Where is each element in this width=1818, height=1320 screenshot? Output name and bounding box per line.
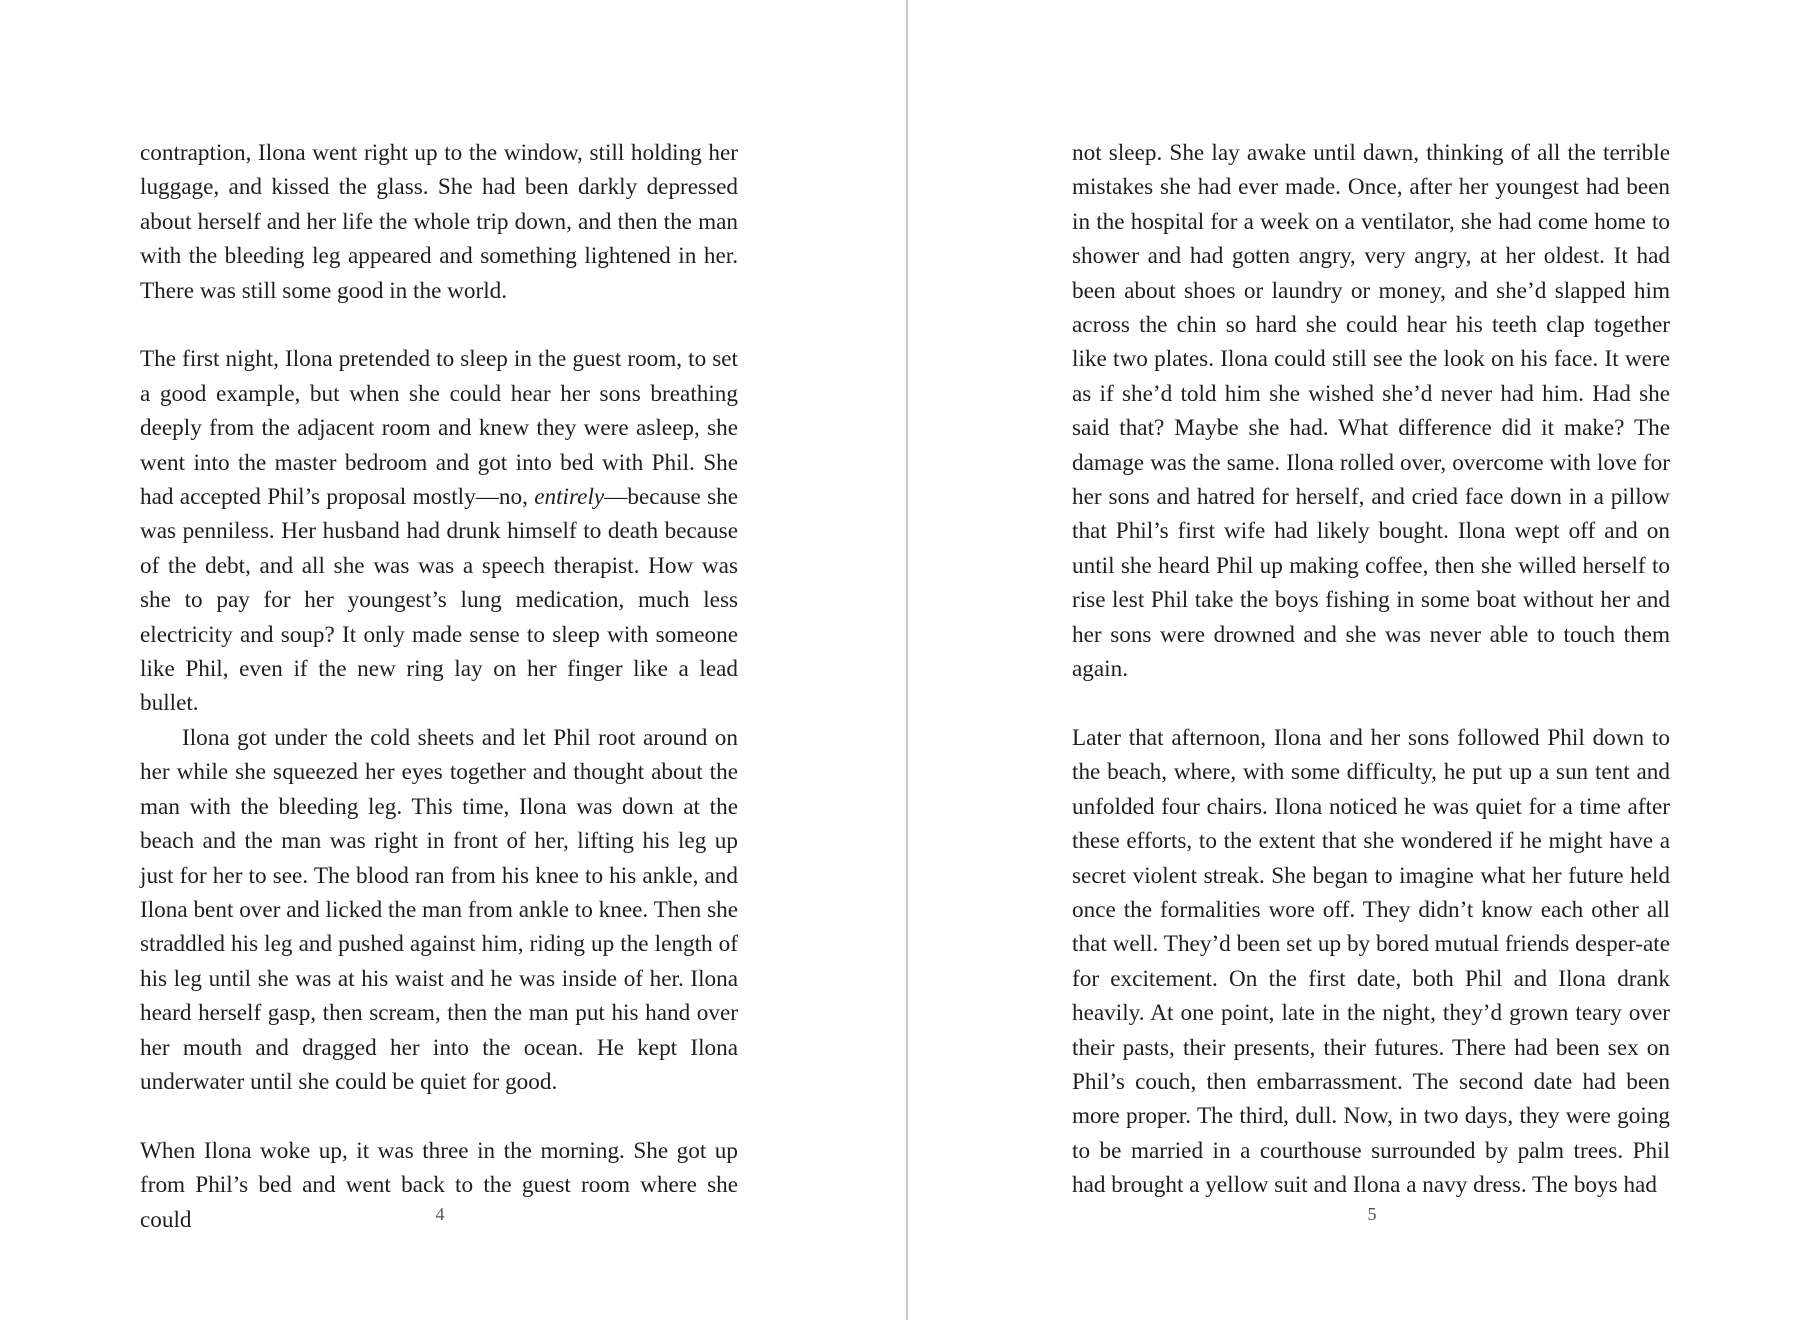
left-page-text (140, 136, 738, 1237)
paragraph-text: —because she was penniless. Her husband had drunk himself to death because of the debt, and all she was was a speech therapist. How was she to pay for her youngest’s lung medication, much less electricity and soup? It only made sense to sleep with someone like Phil, even if the new ring lay on her finger like a lead bullet. (140, 484, 738, 717)
paragraph: When Ilona woke up, it was three in the morning. She got up from Phil’s bed and went back to the guest room where she could (140, 1137, 738, 1233)
paragraph: Ilona got under the cold sheets and let Phil root around on her while she squeezed her eyes together and thought about the man with the bleeding leg. This time, Ilona was down at the beach and the man was right in front of her, lifting his leg up just for her to see. The blood ran from his knee to his ankle, and Ilona bent over and licked the man from ankle to knee. Then she straddled his leg and pushed against him, riding up the length of his leg until she was at his waist and he was inside of her. Ilona heard herself gasp, then scream, then the man put his hand over her mouth and dragged her into the ocean. He kept Ilona underwater until she could be quiet for good. (140, 724, 738, 1095)
paragraph: contraption, Ilona went right up to the window, still holding her luggage, and kissed the glass. She had been darkly depressed about herself and her life the whole trip down, and then the man with the bleeding leg appeared and something lightened in her. There was still some good in the world. (140, 140, 738, 304)
page-number: 5 (1367, 1204, 1377, 1224)
right-page (910, 0, 1818, 1320)
page-gutter-divider (906, 0, 908, 1320)
paragraph: Later that afternoon, Ilona and her sons followed Phil down to the beach, where, with some difficulty, he put up a sun tent and unfolded four chairs. Ilona noticed he was quiet for a time after these efforts, to the extent that she wondered if he might have a secret violent streak. She began to imagine what her future held once the formalities wore off. They didn’t know each other all that well. They’d been set up by bored mutual friends desper-ate for excitement. On the first date, both Phil and Ilona drank heavily. At one point, late in the night, they’d grown teary over their pasts, their presents, their futures. There had been sex on Phil’s couch, then embarrassment. The second date had been more proper. The third, dull. Now, in two days, they were going to be married in a courthouse surrounded by palm trees. Phil had brought a yellow suit and Ilona a navy dress. The boys had (1072, 724, 1670, 1199)
page-number: 4 (435, 1204, 445, 1224)
right-page-text (1072, 136, 1670, 1203)
emphasized-word: entirely (534, 484, 605, 511)
paragraph (140, 342, 738, 720)
left-page (0, 0, 908, 1320)
paragraph: not sleep. She lay awake until dawn, thinking of all the terrible mistakes she had ever made. Once, after her youngest had been in the hospital for a week on a ventilator, she had come home to shower and had gotten angry, very angry, at her oldest. It had been about shoes or laundry or money, and she’d slapped him across the chin so hard she could hear his teeth clap together like two plates. Ilona could still see the look on his face. It were as if she’d told him she wished she’d never had him. Had she said that? Maybe she had. What difference did it make? The damage was the same. Ilona rolled over, overcome with love for her sons and hatred for herself, and cried face down in a pillow that Phil’s first wife had likely bought. Ilona wept off and on until she heard Phil up making coffee, then she willed herself to rise lest Phil take the boys fishing in some boat without her and her sons were drowned and she was never able to touch them again. (1072, 140, 1670, 683)
paragraph-text: The first night, Ilona pretended to sleep in the guest room, to set a good example, but when she could hear her sons breathing deeply from the adjacent room and knew they were asleep, she went into the master bedroom and got into bed with Phil. She had accepted Phil’s proposal mostly—no, (140, 346, 738, 511)
